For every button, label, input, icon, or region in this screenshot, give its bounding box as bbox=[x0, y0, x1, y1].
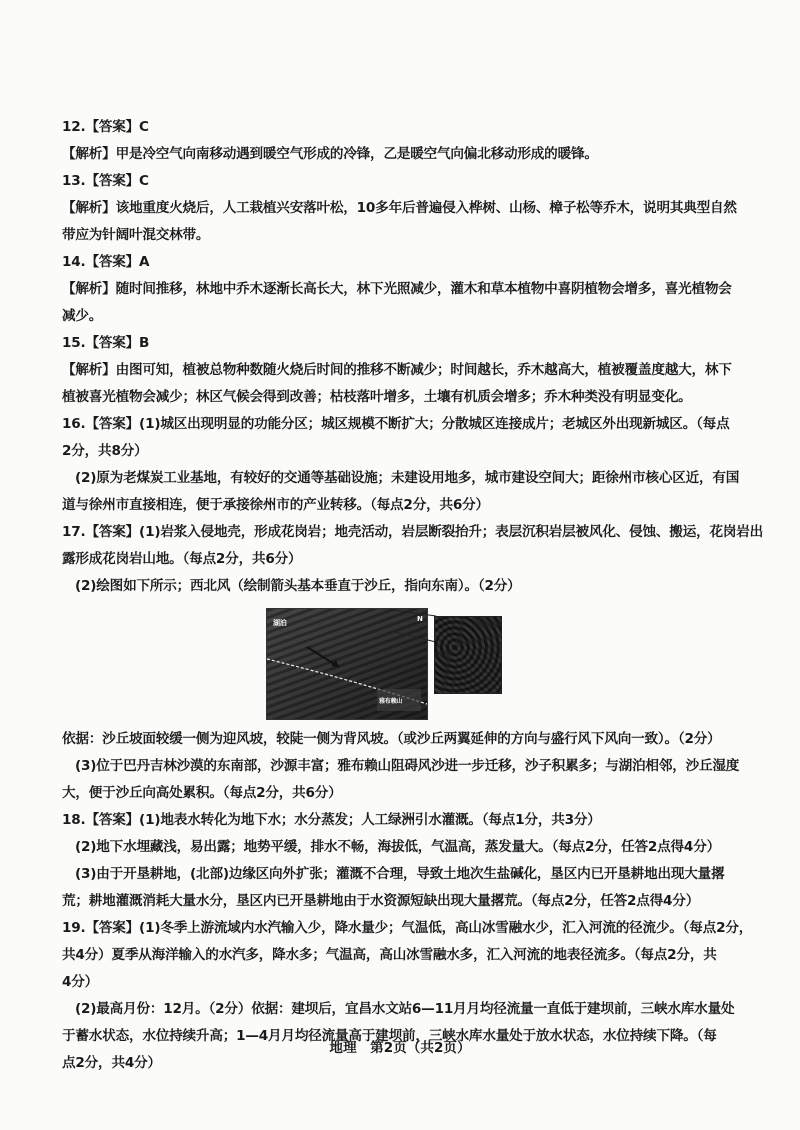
lake-label: 湖泊 bbox=[273, 619, 287, 627]
text-line: 【解析】由图可知，植被总物种数随火烧后时间的推移不断减少；时间越长，乔木越高大，植被覆盖度越大，林下 bbox=[62, 362, 732, 378]
text-line: 荒；耕地灌溉消耗大量水分，垦区内已开垦耕地由于水资源短缺出现大量撂荒。（每点2分，任答2点得4分） bbox=[62, 893, 700, 909]
text-line: 带应为针阔叶混交林带。 bbox=[62, 227, 210, 243]
text-line: 18.【答案】(1)地表水转化为地下水；水分蒸发；人工绿洲引水灌溉。（每点1分，共3分） bbox=[62, 812, 601, 828]
text-line: 4分） bbox=[62, 974, 99, 990]
text-line: (2)原为老煤炭工业基地，有较好的交通等基础设施；未建设用地多，城市建设空间大；距徐州市核心区近，有国 bbox=[75, 470, 740, 486]
text-line: (2)绘图如下所示；西北风（绘制箭头基本垂直于沙丘，指向东南）。（2分） bbox=[75, 578, 521, 594]
text-line: 【解析】该地重度火烧后，人工栽植兴安落叶松，10多年后普遍侵入桦树、山杨、樟子松等乔木，说明其典型自然 bbox=[62, 200, 737, 216]
text-line: 14.【答案】A bbox=[62, 254, 150, 270]
text-line: 12.【答案】C bbox=[62, 119, 149, 135]
mountain-label: 雅布赖山 bbox=[379, 698, 403, 705]
text-line: 植被喜光植物会减少；林区气候会得到改善；枯枝落叶增多，土壤有机质会增多；乔木种类没有明显变化。 bbox=[62, 389, 692, 405]
text-line: 【解析】随时间推移，林地中乔木逐渐长高长大，林下光照减少，灌木和草本植物中喜阴植物会增多，喜光植物会 bbox=[62, 281, 732, 297]
text-line: 于蓄水状态，水位持续升高；1—4月月均径流量高于建坝前，三峡水库水量处于放水状态，水位持续下降。（每 bbox=[62, 1028, 717, 1044]
text-line: (3)位于巴丹吉林沙漠的东南部，沙源丰富；雅布赖山阻碍风沙进一步迁移，沙子积累多；与湖泊相邻，沙丘湿度 bbox=[75, 758, 740, 774]
text-line: 道与徐州市直接相连，便于承接徐州市的产业转移。（每点2分，共6分） bbox=[62, 497, 489, 513]
text-line: (3)由于开垦耕地，(北部)边缘区向外扩张；灌溉不合理，导致土地次生盐碱化，垦区内已开垦耕地出现大量撂 bbox=[75, 866, 725, 882]
text-line: 点2分，共4分） bbox=[62, 1055, 161, 1071]
text-line: 15.【答案】B bbox=[62, 335, 150, 351]
answer-content bbox=[62, 116, 764, 1079]
text-line: 16.【答案】(1)城区出现明显的功能分区；城区规模不断扩大；分散城区连接成片；老城区外出现新城区。（每点 bbox=[62, 416, 730, 432]
text-line: 19.【答案】(1)冬季上游流域内水汽输入少，降水量少；气温低，高山冰雪融水少，汇入河流的径流少。（每点2分， bbox=[62, 920, 753, 936]
text-line: 依据：沙丘坡面较缓一侧为迎风坡，较陡一侧为背风坡。（或沙丘两翼延伸的方向与盛行风下风向一致）。（2分） bbox=[62, 731, 721, 747]
text-line: 露形成花岗岩山地。（每点2分，共6分） bbox=[62, 551, 302, 567]
text-line: 2分，共8分） bbox=[62, 443, 148, 459]
text-line: 减少。 bbox=[62, 308, 103, 324]
text-line: 13.【答案】C bbox=[62, 173, 149, 189]
sand-dune-figure bbox=[62, 602, 710, 720]
north-label: N bbox=[417, 615, 423, 623]
page-footer: 地理 第2页（共2页） bbox=[329, 1040, 471, 1056]
zoomed-dune-image bbox=[434, 616, 502, 694]
text-line: 大，便于沙丘向高处累积。（每点2分，共6分） bbox=[62, 785, 342, 801]
text-line: 【解析】甲是冷空气向南移动遇到暖空气形成的冷锋，乙是暖空气向偏北移动形成的暖锋。 bbox=[62, 146, 598, 162]
text-line: 共4分）夏季从海洋输入的水汽多，降水多；气温高，高山冰雪融水多，汇入河流的地表径流多。（每点2分，共 bbox=[62, 947, 717, 963]
text-line: (2)地下水埋藏浅，易出露；地势平缓，排水不畅，海拔低，气温高，蒸发量大。（每点2分，任答2点得4分） bbox=[75, 839, 720, 855]
text-line: 17.【答案】(1)岩浆入侵地壳，形成花岗岩；地壳活动，岩层断裂抬升；表层沉积岩层被风化、侵蚀、搬运，花岗岩出 bbox=[62, 524, 764, 540]
text-line: (2)最高月份：12月。（2分）依据：建坝后，宜昌水文站6—11月月均径流量一直低于建坝前，三峡水库水量处 bbox=[75, 1001, 735, 1017]
